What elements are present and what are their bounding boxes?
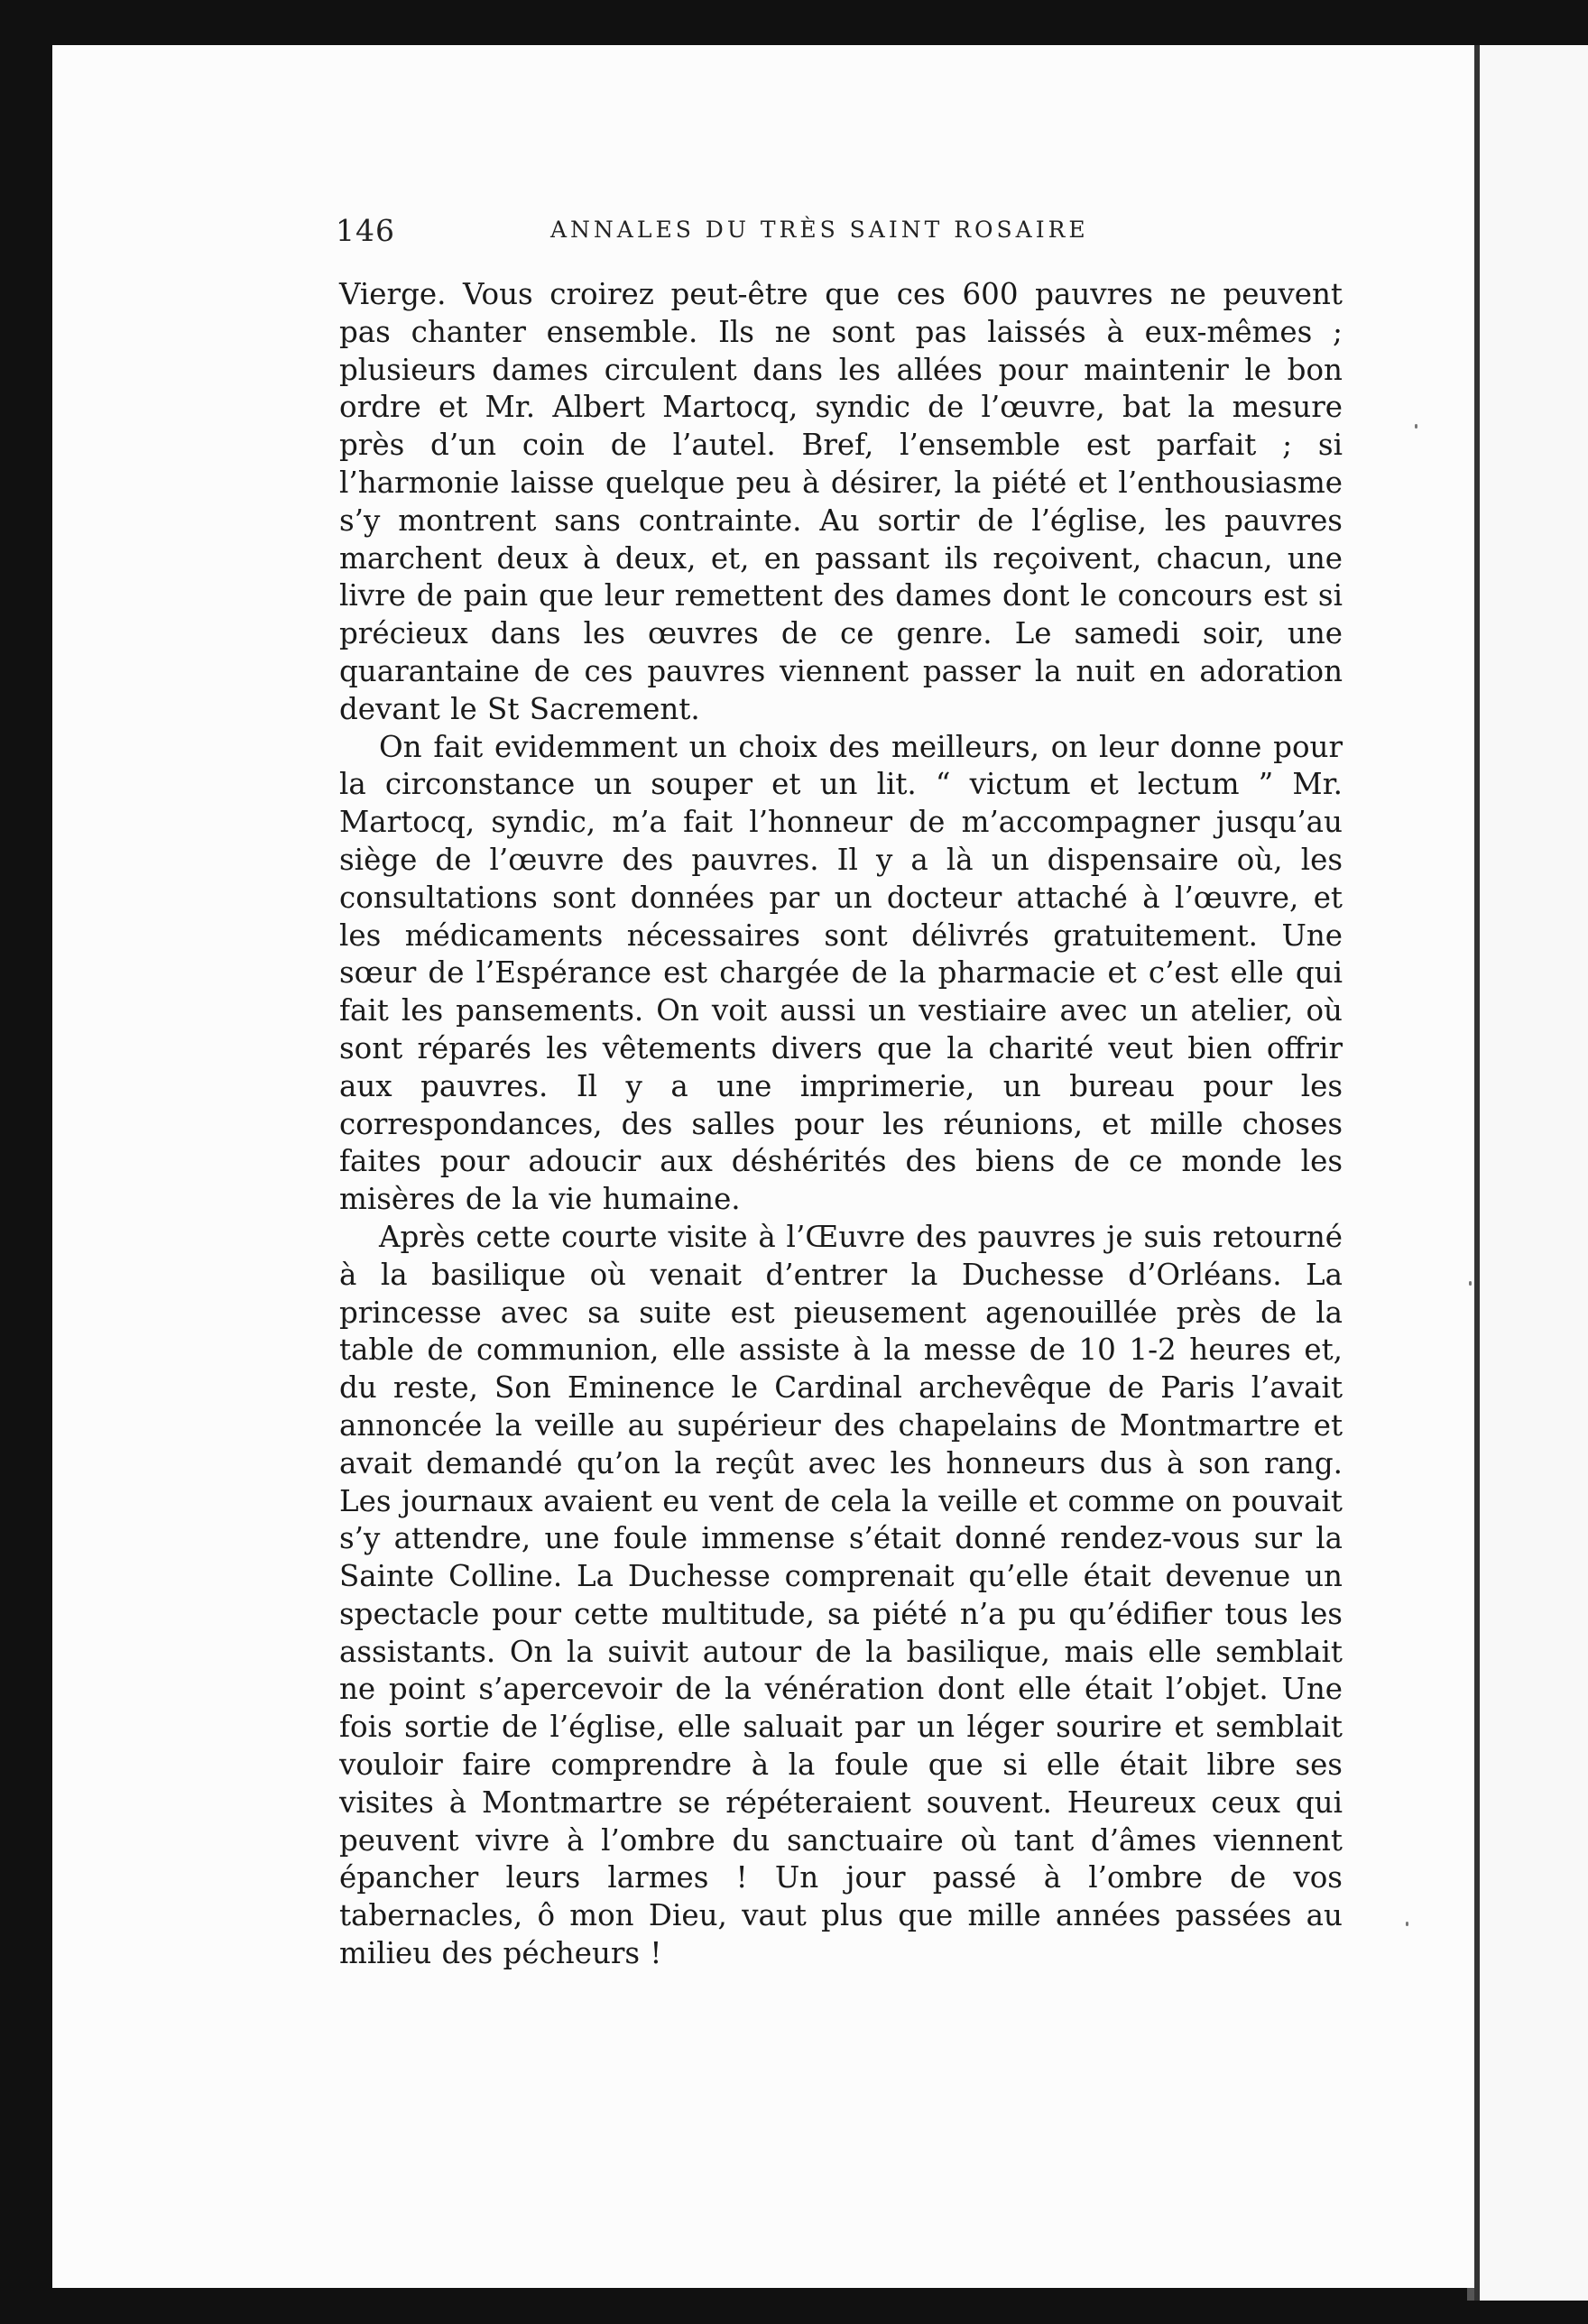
body-text — [339, 276, 1343, 1973]
paper-speck — [1406, 1922, 1408, 1926]
facing-page-edge — [1474, 45, 1588, 2301]
paper-speck — [1415, 424, 1417, 429]
running-head — [336, 213, 1373, 249]
paragraph: Vierge. Vous croirez peut-être que ces 600 pauvres ne peuvent pas chanter ensemble. Ils ne sont pas laissés à eux-mêmes ; plusieurs dames circulent dans les allées pour maintenir le bon ordre et Mr. Albert Martocq, syndic de l’œuvre, bat la mesure près d’un coin de l’autel. Bref, l’ensemble est parfait ; si l’harmonie laisse quelque peu à désirer, la piété et l’enthousiasme s’y montrent sans contrainte. Au sortir de l’église, les pauvres marchent deux à deux, et, en passant ils reçoivent, chacun, une livre de pain que leur remettent des dames dont le concours est si précieux dans les œuvres de ce genre. Le samedi soir, une quarantaine de ces pauvres viennent passer la nuit en adoration devant le St Sacrement. — [339, 277, 1343, 726]
paragraph: Après cette courte visite à l’Œuvre des pauvres je suis retourné à la basilique où venait d’entrer la Duchesse d’Orléans. La princesse avec sa suite est pieusement agenouillée près de la table de communion, elle assiste à la messe de 10 1-2 heures et, du reste, Son Eminence le Cardinal archevêque de Paris l’avait annoncée la veille au supérieur des chapelains de Montmartre et avait demandé qu’on la reçût avec les honneurs dus à son rang. Les journaux avaient eu vent de cela la veille et comme on pouvait s’y attendre, une foule immense s’était donné rendez-vous sur la Sainte Colline. La Duchesse comprenait qu’elle était devenue un spectacle pour cette multitude, sa piété n’a pu qu’édifier tous les assistants. On la suivit autour de la basilique, mais elle semblait ne point s’apercevoir de la vénération dont elle était l’objet. Une fois sortie de l’église, elle saluait par un léger sourire et semblait vouloir faire comprendre à la foule que si elle était libre ses visites à Montmartre se répéteraient souvent. Heureux ceux qui peuvent vivre à l’ombre du sanctuaire où tant d’âmes viennent épancher leurs larmes ! Un jour passé à l’ombre de vos tabernacles, ô mon Dieu, vaut plus que mille années passées au milieu des pécheurs ! — [339, 1219, 1343, 1971]
running-title: ANNALES DU TRÈS SAINT ROSAIRE — [550, 217, 1089, 243]
paragraph: On fait evidemment un choix des meilleurs, on leur donne pour la circonstance un souper et un lit. “ victum et lectum ” Mr. Martocq, syndic, m’a fait l’honneur de m’accompagner jusqu’au siège de l’œuvre des pauvres. Il y a là un dispensaire où, les consultations sont données par un docteur attaché à l’œuvre, et les médicaments nécessaires sont délivrés gratuitement. Une sœur de l’Espérance est chargée de la pharmacie et c’est elle qui fait les pansements. On voit aussi un vestiaire avec un atelier, où sont réparés les vêtements divers que la charité veut bien offrir aux pauvres. Il y a une imprimerie, un bureau pour les correspondances, des salles pour les réunions, et mille choses faites pour adoucir aux déshérités des biens de ce monde les misères de la vie humaine. — [339, 729, 1343, 1217]
paper-speck — [1469, 1281, 1472, 1286]
page-number: 146 — [336, 213, 395, 248]
